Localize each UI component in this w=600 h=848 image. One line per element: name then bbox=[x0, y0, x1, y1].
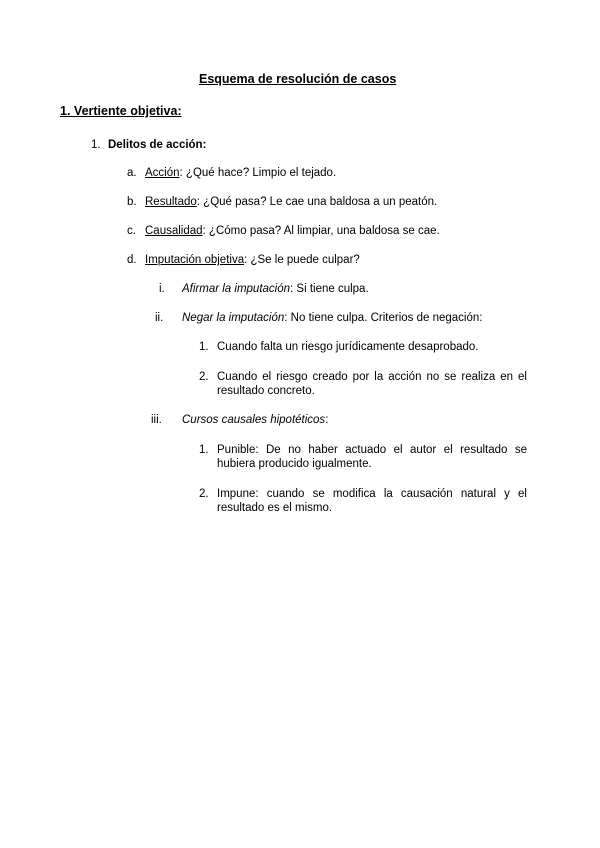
item-heading-label: Delitos de acción bbox=[108, 139, 203, 151]
list-marker: c. bbox=[127, 225, 136, 237]
list-item-text: : Si tiene culpa. bbox=[290, 283, 369, 295]
list-item-causalidad bbox=[145, 224, 440, 238]
list-item-text: : bbox=[325, 414, 329, 426]
list-item-resultado bbox=[145, 195, 437, 209]
list-item-negar bbox=[182, 311, 482, 325]
negation-criterion: Cuando falta un riesgo jurídicamente desaprobado. bbox=[217, 341, 479, 353]
list-marker: 1. bbox=[199, 444, 209, 456]
list-item-text: : No tiene culpa. Criterios de negación: bbox=[284, 312, 483, 324]
list-item-afirmar bbox=[182, 282, 369, 296]
list-item-accion bbox=[145, 166, 336, 180]
list-item-text: : ¿Qué hace? Limpio el tejado. bbox=[179, 167, 337, 179]
list-marker: d. bbox=[127, 254, 137, 266]
document-title: Esquema de resolución de casos bbox=[199, 72, 397, 86]
list-marker: b. bbox=[127, 196, 137, 208]
section-number: 1. bbox=[60, 104, 71, 118]
section-heading bbox=[60, 104, 182, 118]
list-item-term: Causalidad bbox=[145, 225, 203, 237]
list-marker: 2. bbox=[199, 488, 209, 500]
list-item-term: Cursos causales hipotéticos bbox=[182, 414, 326, 426]
section-colon: : bbox=[177, 104, 182, 118]
list-item-term: Acción bbox=[145, 167, 180, 179]
list-item-term: Imputación objetiva bbox=[145, 254, 245, 266]
list-marker: 1. bbox=[199, 341, 209, 353]
list-item-text: : ¿Cómo pasa? Al limpiar, una baldosa se cae. bbox=[202, 225, 440, 237]
item-heading-delitos bbox=[108, 138, 206, 152]
list-marker: 1. bbox=[91, 139, 101, 151]
list-marker: ii. bbox=[155, 312, 164, 324]
negation-criterion: Cuando el riesgo creado por la acción no se realiza en el resultado concreto. bbox=[217, 371, 527, 397]
list-item-imputacion bbox=[145, 253, 360, 267]
list-item-term: Afirmar la imputación bbox=[182, 283, 291, 295]
list-marker: iii. bbox=[151, 414, 162, 426]
list-item-term: Resultado bbox=[145, 196, 197, 208]
list-marker: i. bbox=[159, 283, 165, 295]
list-marker: a. bbox=[127, 167, 137, 179]
list-item-text: : ¿Se le puede culpar? bbox=[244, 254, 360, 266]
list-item-text: : ¿Qué pasa? Le cae una baldosa a un peatón. bbox=[196, 196, 438, 208]
list-marker: 2. bbox=[199, 371, 209, 383]
hypothetical-course: Punible: De no haber actuado el autor el resultado se hubiera producido igualmente. bbox=[217, 444, 527, 470]
hypothetical-course: Impune: cuando se modifica la causación natural y el resultado es el mismo. bbox=[217, 488, 527, 514]
section-label: Vertiente objetiva bbox=[73, 104, 178, 118]
list-item-cursos bbox=[182, 413, 328, 427]
list-item-term: Negar la imputación bbox=[182, 312, 285, 324]
item-heading-colon: : bbox=[202, 139, 207, 151]
